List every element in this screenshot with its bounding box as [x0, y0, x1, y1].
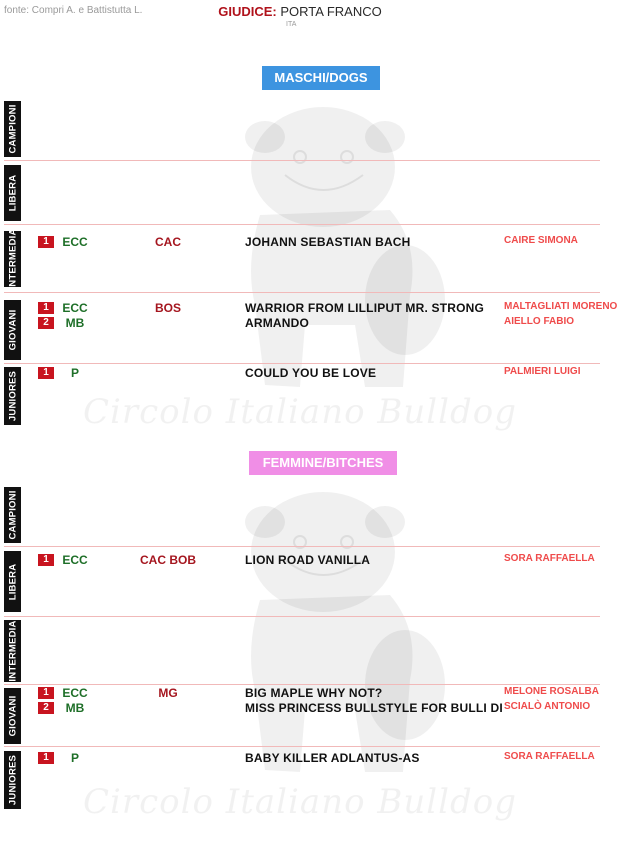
- class-label-males-libera: LIBERA: [4, 165, 21, 221]
- dog-name: MISS PRINCESS BULLSTYLE FOR BULLI DI: [245, 701, 503, 715]
- award: CAC: [155, 235, 181, 249]
- owner-name: SCIALÒ ANTONIO: [504, 701, 591, 712]
- result-row: [0, 235, 600, 250]
- class-label-males-giovani: GIOVANI: [4, 300, 21, 360]
- judge-country: ITA: [286, 21, 297, 28]
- class-band-females-intermedia: [4, 617, 600, 685]
- class-label-females-intermedia: INTERMEDIA: [4, 620, 21, 682]
- owner-name: PALMIERI LUIGI: [504, 366, 581, 377]
- owner-name: MALTAGLIATI MORENO: [504, 301, 617, 312]
- award: MG: [158, 686, 178, 700]
- dog-name: ARMANDO: [245, 316, 310, 330]
- result-row: [0, 701, 600, 716]
- judge-label: GIUDICE:: [218, 4, 277, 19]
- owner-name: SORA RAFFAELLA: [504, 751, 595, 762]
- class-band-males-libera: [4, 161, 600, 225]
- rank-badge: 1: [38, 367, 54, 379]
- class-band-females-campioni: [4, 483, 600, 547]
- rank-badge: 1: [38, 752, 54, 764]
- result-row: [0, 366, 600, 381]
- result-row: [0, 686, 600, 701]
- owner-name: AIELLO FABIO: [504, 316, 574, 327]
- owner-name: SORA RAFFAELLA: [504, 553, 595, 564]
- owner-name: CAIRE SIMONA: [504, 235, 578, 246]
- dog-name: WARRIOR FROM LILLIPUT MR. STRONG: [245, 301, 485, 315]
- class-label-males-campioni: CAMPIONI: [4, 101, 21, 157]
- class-band-males-campioni: [4, 97, 600, 161]
- qualifier: ECC: [62, 235, 88, 249]
- qualifier: ECC: [62, 553, 88, 567]
- qualifier: P: [70, 366, 79, 380]
- watermark-text-top: Circolo Italiano Bulldog: [83, 392, 517, 432]
- award: CAC BOB: [140, 553, 196, 567]
- dog-name: BIG MAPLE WHY NOT?: [245, 686, 383, 700]
- rank-badge: 1: [38, 236, 54, 248]
- class-label-females-campioni: CAMPIONI: [4, 487, 21, 543]
- section-title-females: FEMMINE/BITCHES: [249, 451, 397, 475]
- award: BOS: [154, 301, 181, 315]
- class-label-females-libera: LIBERA: [4, 551, 21, 612]
- dog-name: COULD YOU BE LOVE: [245, 366, 377, 380]
- result-row: [0, 553, 600, 568]
- result-row: [0, 751, 600, 766]
- judge-header: [0, 4, 600, 19]
- qualifier: P: [70, 751, 79, 765]
- dog-name: BABY KILLER ADLANTUS-AS: [245, 751, 420, 765]
- dog-name: LION ROAD VANILLA: [245, 553, 371, 567]
- qualifier: MB: [65, 316, 85, 330]
- result-row: [0, 301, 617, 316]
- qualifier: ECC: [62, 686, 88, 700]
- class-label-males-juniores: JUNIORES: [4, 367, 21, 425]
- dog-name: JOHANN SEBASTIAN BACH: [245, 235, 411, 249]
- result-row: [0, 316, 600, 331]
- rank-badge: 2: [38, 702, 54, 714]
- class-label-females-giovani: GIOVANI: [4, 688, 21, 744]
- source-credit: fonte: Compri A. e Battistutta L.: [4, 5, 143, 16]
- qualifier: MB: [65, 701, 85, 715]
- class-label-females-juniores: JUNIORES: [4, 751, 21, 809]
- rank-badge: 2: [38, 317, 54, 329]
- judge-name: PORTA FRANCO: [280, 4, 382, 19]
- qualifier: ECC: [62, 301, 88, 315]
- section-title-males: MASCHI/DOGS: [262, 66, 380, 90]
- rank-badge: 1: [38, 687, 54, 699]
- rank-badge: 1: [38, 554, 54, 566]
- class-label-males-intermedia: INTERMEDIA: [4, 231, 21, 287]
- rank-badge: 1: [38, 302, 54, 314]
- watermark-text-bottom: Circolo Italiano Bulldog: [83, 782, 517, 822]
- owner-name: MELONE ROSALBA: [504, 686, 599, 697]
